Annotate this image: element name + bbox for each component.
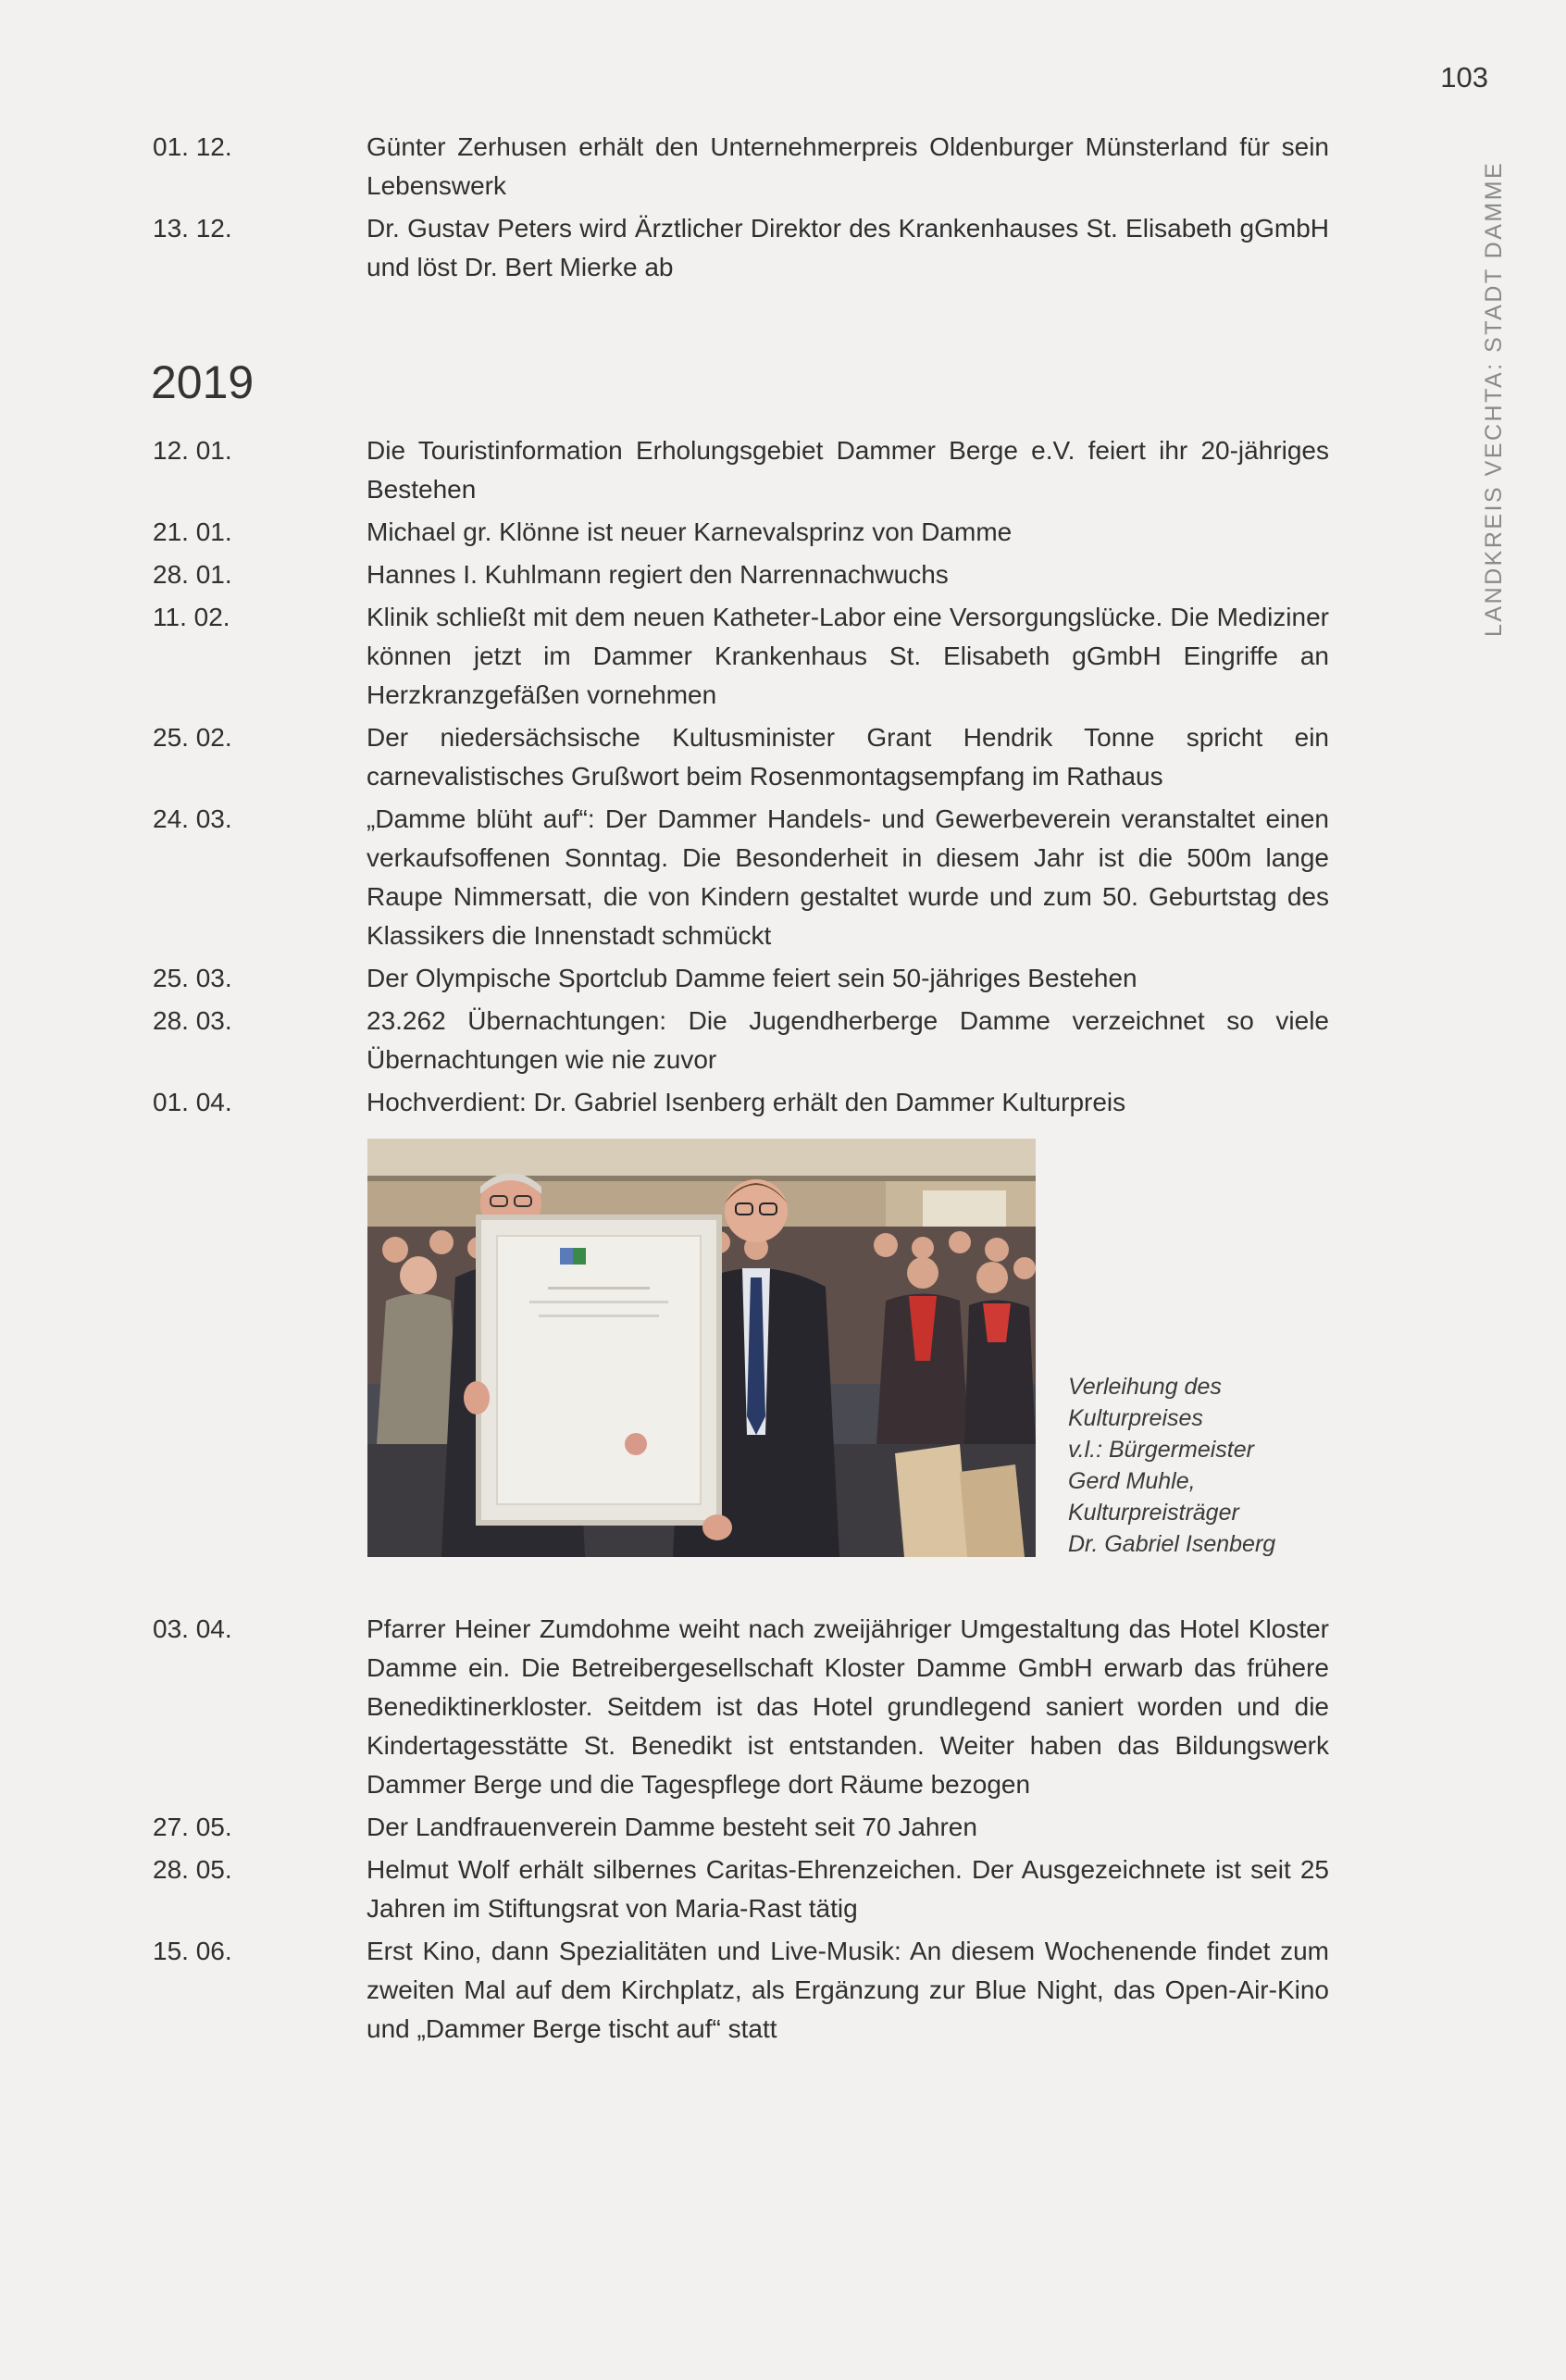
caption-line: Kulturpreisträger [1068, 1500, 1239, 1526]
entry-text: Dr. Gustav Peters wird Ärztlicher Direktor des Krankenhauses St. Elisabeth gGmbH und löst Dr. Bert Mierke ab [367, 214, 1329, 281]
chronicle-entry [0, 431, 1566, 509]
entry-date: 25. 02. [153, 723, 232, 752]
entry-date: 01. 04. [153, 1088, 232, 1116]
entry-text: Der Olympische Sportclub Damme feiert sein 50-jähriges Bestehen [367, 964, 1137, 992]
chronicle-entry [0, 718, 1566, 796]
caption-line: Verleihung des [1068, 1374, 1222, 1400]
entry-text: Klinik schließt mit dem neuen Katheter-Labor eine Versorgungslücke. Die Mediziner können jetzt im Dammer Krankenhaus St. Elisabeth gGmbH Eingriffe an Herzkranzgefäßen vornehmen [367, 603, 1329, 709]
chronicle-entry [0, 1083, 1566, 1122]
entry-date: 24. 03. [153, 804, 232, 833]
chronicle-entry [0, 1850, 1566, 1928]
entry-text: Michael gr. Klönne ist neuer Karnevalsprinz von Damme [367, 517, 1013, 546]
entry-date: 28. 05. [153, 1855, 232, 1884]
entry-date: 13. 12. [153, 214, 232, 243]
entry-date: 12. 01. [153, 436, 232, 465]
entry-date: 15. 06. [153, 1937, 232, 1965]
chronicle-entry [0, 513, 1566, 552]
running-head-text: LANDKREIS VECHTA: STADT DAMME [1481, 160, 1507, 637]
entry-date: 28. 03. [153, 1006, 232, 1035]
chronicle-entry [0, 1002, 1566, 1079]
page-number: 103 [1440, 61, 1488, 93]
entry-text: Der niedersächsische Kultusminister Grant Hendrik Tonne spricht ein carnevalistisches Grußwort beim Rosenmontagsempfang im Rathaus [367, 723, 1329, 791]
year-heading: 2019 [151, 356, 255, 408]
entry-text: Hannes I. Kuhlmann regiert den Narrennachwuchs [367, 560, 949, 589]
caption-line: Kulturpreises [1068, 1405, 1203, 1431]
entry-text: „Damme blüht auf“: Der Dammer Handels- und Gewerbeverein veranstaltet einen verkaufsoffenen Sonntag. Die Besonderheit in diesem Jahr ist die 500m lange Raupe Nimmersatt, die von Kindern gestaltet wurde und zum 50. Geburtstag des Klassikers die Innenstadt schmückt [367, 804, 1329, 950]
entry-date: 01. 12. [153, 132, 232, 161]
chronicle-entry [0, 555, 1566, 594]
entry-text: Erst Kino, dann Spezialitäten und Live-Musik: An diesem Wochenende findet zum zweiten Mal auf dem Kirchplatz, als Ergänzung zur Blue Night, das Open-Air-Kino und „Dammer Berge tischt auf“ statt [367, 1937, 1329, 2043]
caption-line: v.l.: Bürgermeister [1068, 1437, 1254, 1463]
entry-text: Günter Zerhusen erhält den Unternehmerpreis Oldenburger Münsterland für sein Lebenswerk [367, 132, 1329, 200]
entry-text: Der Landfrauenverein Damme besteht seit 70 Jahren [367, 1813, 977, 1841]
entry-date: 27. 05. [153, 1813, 232, 1841]
chronicle-entry [0, 598, 1566, 715]
entry-text: Hochverdient: Dr. Gabriel Isenberg erhält den Dammer Kulturpreis [367, 1088, 1126, 1116]
award-ceremony-photo [367, 1139, 1036, 1557]
entry-text: Die Touristinformation Erholungsgebiet Dammer Berge e.V. feiert ihr 20-jähriges Bestehen [367, 436, 1329, 504]
chronicle-entry [0, 1932, 1566, 2049]
entry-date: 21. 01. [153, 517, 232, 546]
chronicle-entry [0, 1610, 1566, 1804]
entry-text: Helmut Wolf erhält silbernes Caritas-Ehrenzeichen. Der Ausgezeichnete ist seit 25 Jahren im Stiftungsrat von Maria-Rast tätig [367, 1855, 1329, 1923]
entry-date: 11. 02. [153, 603, 230, 631]
chronicle-entry [0, 800, 1566, 955]
chronicle-entry [0, 1808, 1566, 1847]
entry-text: Pfarrer Heiner Zumdohme weiht nach zweijähriger Umgestaltung das Hotel Kloster Damme ein. Die Betreibergesellschaft Kloster Damme GmbH erwarb das frühere Benediktinerkloster. Seitdem ist das Hotel grundlegend saniert worden und die Kindertagesstätte St. Benedikt ist entstanden. Weiter haben das Bildungswerk Dammer Berge und die Tagespflege dort Räume bezogen [367, 1614, 1329, 1799]
entry-date: 28. 01. [153, 560, 232, 589]
chronicle-entry [0, 128, 1566, 206]
photo-caption [1068, 1371, 1346, 1560]
entry-date: 03. 04. [153, 1614, 232, 1643]
caption-line: Dr. Gabriel Isenberg [1068, 1531, 1276, 1557]
chronicle-section-previous-year [0, 128, 1566, 287]
chronicle-entry [0, 959, 1566, 998]
caption-line: Gerd Muhle, [1068, 1468, 1196, 1494]
entry-text: 23.262 Übernachtungen: Die Jugendherberge Damme verzeichnet so viele Übernachtungen wie nie zuvor [367, 1006, 1329, 1074]
chronicle-section-2019 [0, 431, 1566, 1122]
chronicle-entry [0, 209, 1566, 287]
chronicle-section-2019-continued [0, 1610, 1566, 2049]
entry-date: 25. 03. [153, 964, 232, 992]
